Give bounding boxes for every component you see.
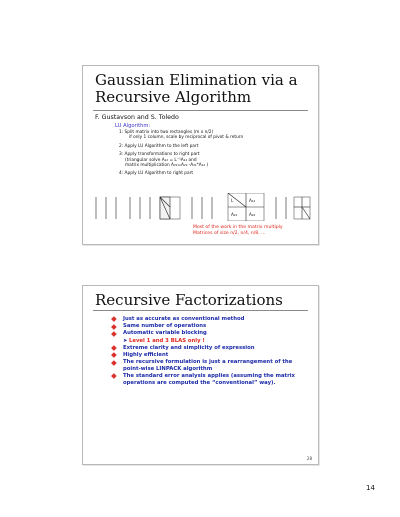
- diamond-bullet-icon: [111, 345, 116, 350]
- slide-title: Gaussian Elimination via a Recursive Algorithm: [95, 71, 298, 106]
- matrix-split-2: [130, 197, 150, 219]
- authors: F. Gustavson and S. Toledo: [95, 114, 179, 121]
- title-divider: [93, 310, 308, 311]
- slide-gaussian-elimination: [82, 65, 319, 245]
- list-item: Automatic variable blocking: [111, 330, 311, 337]
- slide-number: 28: [306, 456, 312, 461]
- block-label-a22: A₂₂: [249, 212, 256, 217]
- list-item: The recursive formulation is just a rearrangement of the point-wise LINPACK algorithm: [111, 359, 311, 372]
- matrix-split-4: [192, 197, 212, 219]
- block-label-a21: A₂₁: [231, 212, 238, 217]
- diamond-bullet-icon: [111, 360, 116, 365]
- diamond-bullet-icon: [111, 317, 116, 322]
- block-label-a12: A₁₂: [249, 198, 256, 203]
- diamond-bullet-icon: [111, 353, 116, 358]
- recursive-lu-diagram: [88, 193, 313, 221]
- matrix-left-factored: [160, 197, 180, 219]
- list-item: Same number of operations: [111, 323, 311, 330]
- work-note: [193, 225, 283, 237]
- step-3-detail-a: (triangular solve A₁₂ = L⁻¹A₁₂ and: [125, 157, 197, 163]
- arrow-bullet-icon: ➤: [123, 337, 128, 344]
- diamond-bullet-icon: [111, 331, 116, 336]
- work-note-line-2: Matrices of size n/2, n/4, n/8, ...: [193, 231, 266, 236]
- slide-recursive-factorizations: [82, 285, 319, 465]
- slide-title: Recursive Factorizations: [95, 291, 283, 309]
- step-1-detail: if only 1 column, scale by reciprocal of pivot & return: [129, 135, 244, 141]
- list-item: Just as accurate as conventional method: [111, 316, 311, 323]
- list-item: Extreme clarity and simplicity of expression: [111, 345, 311, 352]
- step-3: 3: Apply transformations to right part: [119, 152, 200, 158]
- lu-algorithm-heading: LU Algorithm:: [115, 123, 151, 129]
- matrix-right-factored: [294, 197, 310, 219]
- step-4: 4: Apply LU Algorithm to right part: [119, 171, 194, 177]
- step-3-detail-b: matrix multiplication A₂₂=A₂₂ -A₂₁*A₁₂ ): [125, 163, 209, 169]
- matrix-split-1: [96, 197, 116, 219]
- diamond-bullet-icon: [111, 374, 116, 379]
- diamond-bullet-icon: [111, 324, 116, 329]
- algorithm-steps: [119, 130, 309, 177]
- step-2: 2: Apply LU Algorithm to the left part: [119, 143, 199, 149]
- page-number: 14: [366, 484, 375, 492]
- sub-list-item: ➤ Level 1 and 3 BLAS only !: [123, 337, 205, 344]
- matrix-split-6: [276, 197, 286, 219]
- list-item: Highly efficient: [111, 352, 311, 359]
- bullet-list: [111, 316, 311, 387]
- step-1: 1: Split matrix into two rectangles (m x n/2): [119, 130, 214, 135]
- work-note-line-1: Most of the work in the matrix multiply: [193, 225, 283, 230]
- block-label-l: L: [231, 198, 234, 203]
- title-divider: [93, 110, 308, 111]
- list-item: The standard error analysis applies (assuming the matrix operations are computed the “conventional” way).: [111, 373, 311, 386]
